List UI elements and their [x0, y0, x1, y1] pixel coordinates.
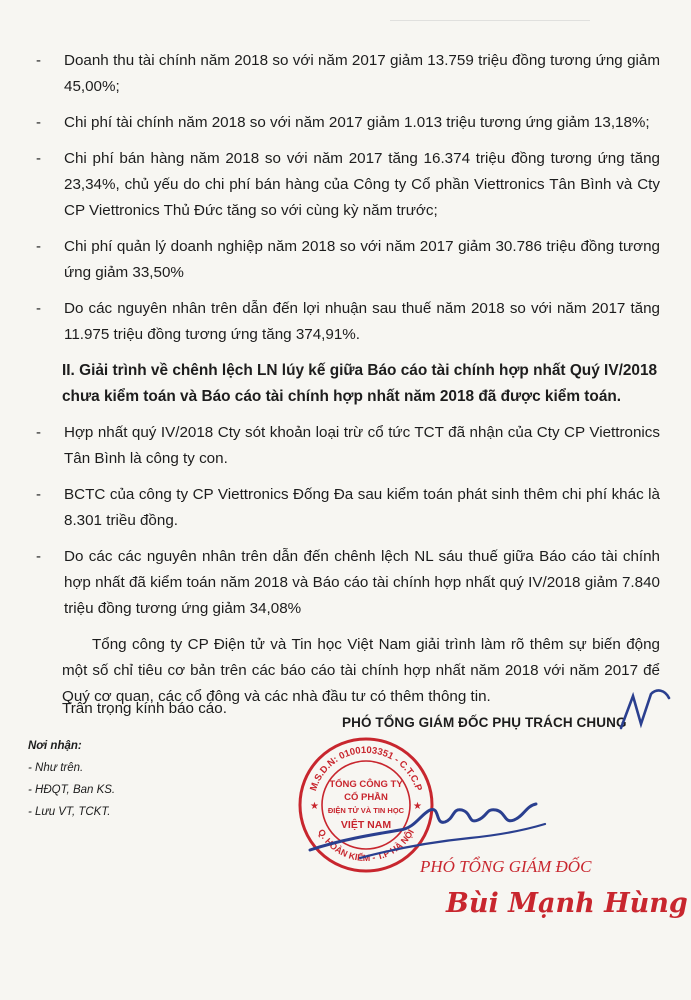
seal-star-right: ★: [413, 801, 422, 812]
seal-inner-line: CỔ PHẦN: [344, 792, 388, 803]
closing-paragraph: Tổng công ty CP Điện tử và Tin học Việt Nam giải trình làm rõ thêm sự biến động một số chỉ tiêu cơ bản trên các báo cáo tài chính hợp nhất năm 2018 với năm 2017 để Quý cơ quan, các cổ đông và các nhà đầu tư có thêm thông tin.: [62, 636, 660, 705]
letter-body: [36, 48, 660, 710]
seal-outer-text: M.S.D.N: 0100103351 - C.T.C.P: [308, 744, 424, 793]
bullet-text: Do các nguyên nhân trên dẫn đến lợi nhuận sau thuế năm 2018 so với năm 2017 tăng 11.975 triệu đồng tương ứng tăng 374,91%.: [64, 300, 660, 343]
bullet-dash: -: [36, 52, 41, 69]
sign-off: Trân trọng kính báo cáo.: [62, 700, 227, 717]
bullet-item: [36, 110, 660, 136]
seal-bottom-text: Q. HOÀN KIẾM - T.P HÀ NỘI: [316, 827, 416, 864]
bullet-text: Hợp nhất quý IV/2018 Cty sót khoản loại trừ cổ tức TCT đã nhận của Cty CP Viettronics Tân Bình là công ty con.: [64, 424, 660, 467]
bullet-dash: -: [36, 424, 41, 441]
faded-header-remnant: [390, 2, 590, 21]
initial-mark: [615, 688, 675, 738]
signatory-role-printed: PHÓ TỔNG GIÁM ĐỐC PHỤ TRÁCH CHUNG: [342, 715, 627, 730]
signatory-name: Bùi Mạnh Hùng: [446, 888, 688, 919]
bullet-item: [36, 420, 660, 472]
section-heading: II. Giải trình về chênh lệch LN lúy kế giữa Báo cáo tài chính hợp nhất Quý IV/2018 chưa kiểm toán và Báo cáo tài chính hợp nhất năm 2018 đã được kiểm toán.: [62, 362, 658, 405]
bullet-text: Chi phí quản lý doanh nghiệp năm 2018 so với năm 2017 giảm 30.786 triệu đồng tương ứng giảm 33,50%: [64, 238, 660, 281]
seal-inner-line: VIỆT NAM: [340, 819, 392, 831]
bullet-dash: -: [36, 486, 41, 503]
recipients-block: [28, 735, 115, 823]
seal-inner-line: ĐIỆN TỬ VÀ TIN HỌC: [327, 806, 405, 815]
bullet-list-bottom: [36, 420, 660, 622]
bullet-dash: -: [36, 114, 41, 131]
bullet-dash: -: [36, 150, 41, 167]
bullet-text: Chi phí bán hàng năm 2018 so với năm 2017 tăng 16.374 triệu đồng tương ứng tăng 23,34%, chủ yếu do chi phí bán hàng của Công ty Cổ phần Viettronics Tân Bình và Cty CP Viettronics Thủ Đức tăng so với cùng kỳ năm trước;: [64, 150, 660, 219]
bullet-item: [36, 48, 660, 100]
bullet-item: [36, 234, 660, 286]
seal-inner-line: TỔNG CÔNG TY: [329, 779, 403, 790]
recipient-item: - HĐQT, Ban KS.: [28, 784, 116, 796]
recipient-item: - Lưu VT, TCKT.: [28, 806, 111, 818]
signatory-role-stamp: PHÓ TỔNG GIÁM ĐỐC: [420, 857, 592, 876]
recipients-title: Nơi nhận:: [28, 740, 82, 752]
bullet-dash: -: [36, 300, 41, 317]
bullet-text: BCTC của công ty CP Viettronics Đống Đa sau kiểm toán phát sinh thêm chi phí khác là 8.301 triều đồng.: [64, 486, 660, 529]
bullet-item: [36, 544, 660, 622]
bullet-item: [36, 482, 660, 534]
seal-star-left: ★: [310, 801, 319, 812]
bullet-item: [36, 296, 660, 348]
bullet-dash: -: [36, 238, 41, 255]
bullet-text: Doanh thu tài chính năm 2018 so với năm 2017 giảm 13.759 triệu đồng tương ứng giảm 45,00%;: [64, 52, 660, 95]
bullet-text: Chi phí tài chính năm 2018 so với năm 2017 giảm 1.013 triệu tương ứng giảm 13,18%;: [64, 114, 650, 131]
bullet-dash: -: [36, 548, 41, 565]
bullet-item: [36, 146, 660, 224]
recipient-item: - Như trên.: [28, 762, 84, 774]
bullet-list-top: [36, 48, 660, 348]
bullet-text: Do các các nguyên nhân trên dẫn đến chênh lệch NL sáu thuế giữa Báo cáo tài chính hợp nhất đã kiểm toán năm 2018 và Báo cáo tài chính hợp nhất quý IV/2018 giảm 7.840 triệu đồng tương ứng giảm 34,08%: [64, 548, 660, 617]
